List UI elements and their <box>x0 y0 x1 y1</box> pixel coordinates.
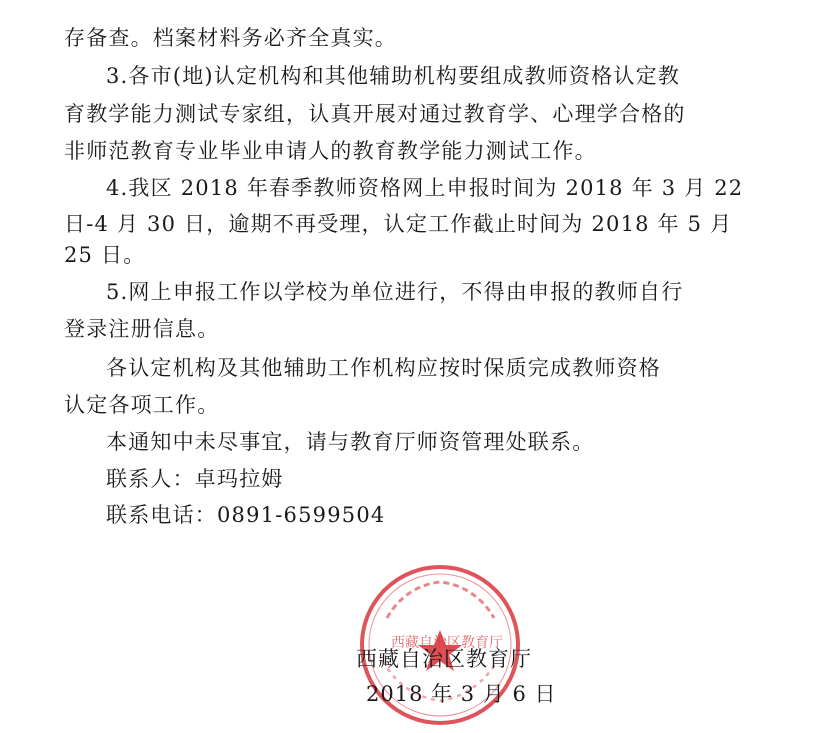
text-line-7: 25 日。 <box>64 243 146 267</box>
seal-text-left: 西藏自治区教育厅 <box>391 635 503 651</box>
text-line-11: 认定各项工作。 <box>64 393 220 417</box>
contact-person: 联系人：卓玛拉姆 <box>106 467 284 491</box>
contact-phone: 联系电话：0891-6599504 <box>106 503 386 527</box>
text-line-8: 5.网上申报工作以学校为单位进行，不得由申报的教师自行 <box>106 280 684 304</box>
text-line-1: 存备查。档案材料务必齐全真实。 <box>64 26 397 50</box>
text-line-5: 4.我区 2018 年春季教师资格网上申报时间为 2018 年 3 月 22 <box>106 176 744 200</box>
text-line-2: 3.各市(地)认定机构和其他辅助机构要组成教师资格认定教 <box>106 64 681 88</box>
text-line-10: 各认定机构及其他辅助工作机构应按时保质完成教师资格 <box>106 356 661 380</box>
text-line-9: 登录注册信息。 <box>64 317 220 341</box>
signing-date: 2018 年 3 月 6 日 <box>366 682 557 706</box>
text-line-6: 日-4 月 30 日，逾期不再受理，认定工作截止时间为 2018 年 5 月 <box>64 212 733 236</box>
signing-organization: 西藏自治区教育厅 <box>356 647 532 671</box>
text-line-12: 本通知中未尽事宜，请与教育厅师资管理处联系。 <box>106 430 595 454</box>
text-line-3: 育教学能力测试专家组，认真开展对通过教育学、心理学合格的 <box>64 102 686 126</box>
text-line-4: 非师范教育专业毕业申请人的教育教学能力测试工作。 <box>64 139 597 163</box>
